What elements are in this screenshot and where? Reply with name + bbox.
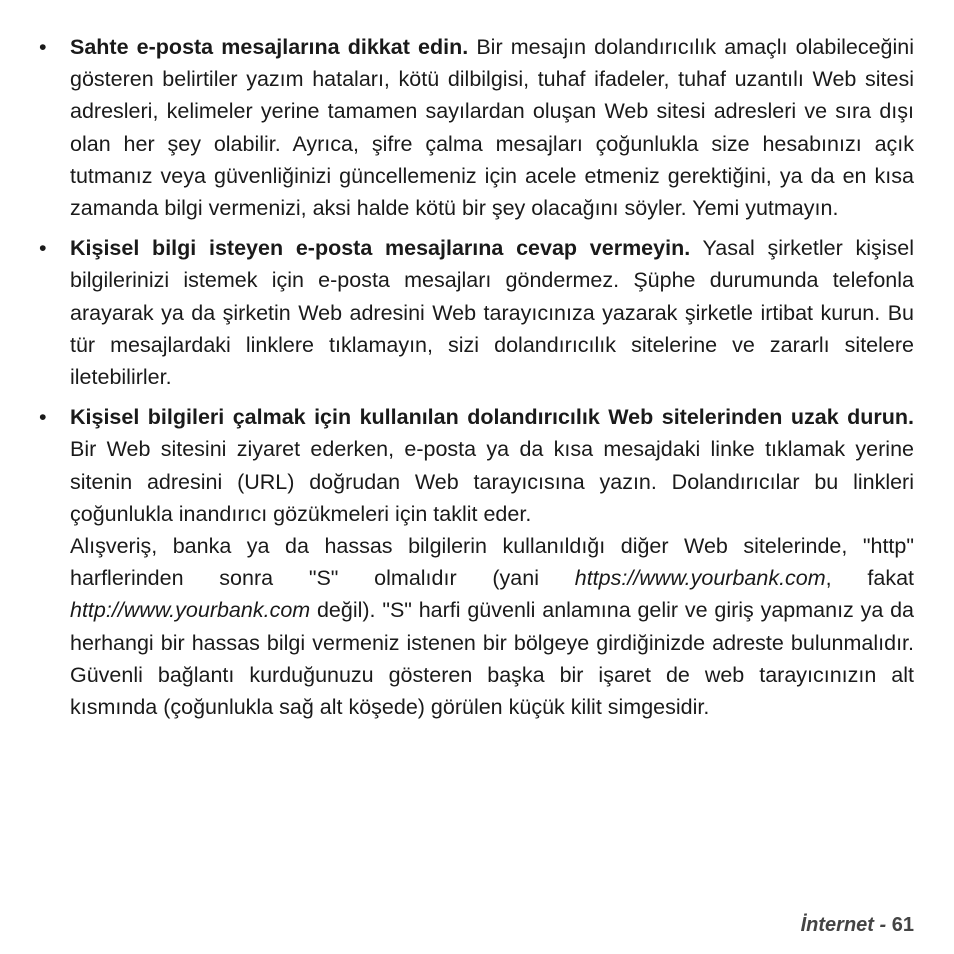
- bullet-icon: •: [39, 35, 47, 59]
- footer-section-title: İnternet -: [800, 914, 887, 936]
- item-paragraph: [70, 530, 914, 723]
- item-body: Bir mesajın dolandırıcılık amaçlı olabileceğini gösteren belirtiler yazım hataları, kötü dilbilgisi, tuhaf ifadeler, tuhaf uzantılı Web sitesi adresleri, kelimeler yerine tamamen sayılardan oluşan Web sitesi adresleri ve sıra dışı olan her şey olabilir. Ayrıca, şifre çalma mesajları çoğunlukla size hesabınızı açık tutmanız veya güvenliğinizi güncellemeniz için acele etmeniz gerektiğini, ya da en kısa zamanda bilgi vermenizi, aksi halde kötü bir şey olacağını söyler. Yemi yutmayın.: [70, 35, 915, 221]
- page-footer: [801, 914, 914, 937]
- example-secure-url: https://www.yourbank.com: [574, 566, 826, 591]
- list-item: [39, 232, 915, 393]
- item-body: Yasal şirketler kişisel bilgilerinizi istemek için e-posta mesajları göndermez. Şüphe durumunda telefonla arayarak ya da şirketin Web adresini Web tarayıcınıza yazarak şirketle irtibat kurun. Bu tür mesajlardaki linklere tıklamayın, sizi dolandırıcılık sitelerine ve zararlı sitelere iletebilirler.: [70, 236, 915, 390]
- list-item: [39, 31, 915, 224]
- item-heading: Kişisel bilgileri çalmak için kullanılan dolandırıcılık Web sitelerinden uzak durun.: [70, 405, 914, 430]
- paragraph-text: değil). "S" harfi güvenli anlamına gelir ve giriş yapmanız ya da herhangi bir hassas bilgi vermeniz istenen bir bölgeye girdiğinizde adreste bulunmalıdır. Güvenli bağlantı kurduğunuzu gösteren başka bir işaret de web tarayıcınızın alt kısmında (çoğunlukla sağ alt köşede) görülen küçük kilit simgesidir.: [70, 598, 914, 720]
- bullet-icon: •: [39, 236, 47, 261]
- page-number: 61: [891, 914, 914, 936]
- paragraph-text: , fakat: [825, 566, 915, 591]
- item-body: Bir Web sitesini ziyaret ederken, e-posta ya da kısa mesajdaki linke tıklamak yerine sitenin adresini (URL) doğrudan Web tarayıcısına yazın. Dolandırıcılar bu linkleri çoğunlukla inandırıcı gözükmeleri için taklit eder.: [70, 437, 914, 526]
- document-body: [39, 31, 915, 731]
- item-heading: Kişisel bilgi isteyen e-posta mesajlarına cevap vermeyin.: [70, 236, 691, 261]
- bullet-list: [39, 31, 915, 723]
- bullet-icon: •: [39, 405, 47, 430]
- example-insecure-url: http://www.yourbank.com: [70, 598, 311, 623]
- item-heading: Sahte e-posta mesajlarına dikkat edin.: [70, 35, 469, 59]
- list-item: [39, 401, 915, 723]
- paragraph-text: Alışveriş, banka ya da hassas bilgilerin kullanıldığı diğer Web sitelerinde, "http" harflerinden sonra "S" olmalıdır (yani: [70, 534, 914, 591]
